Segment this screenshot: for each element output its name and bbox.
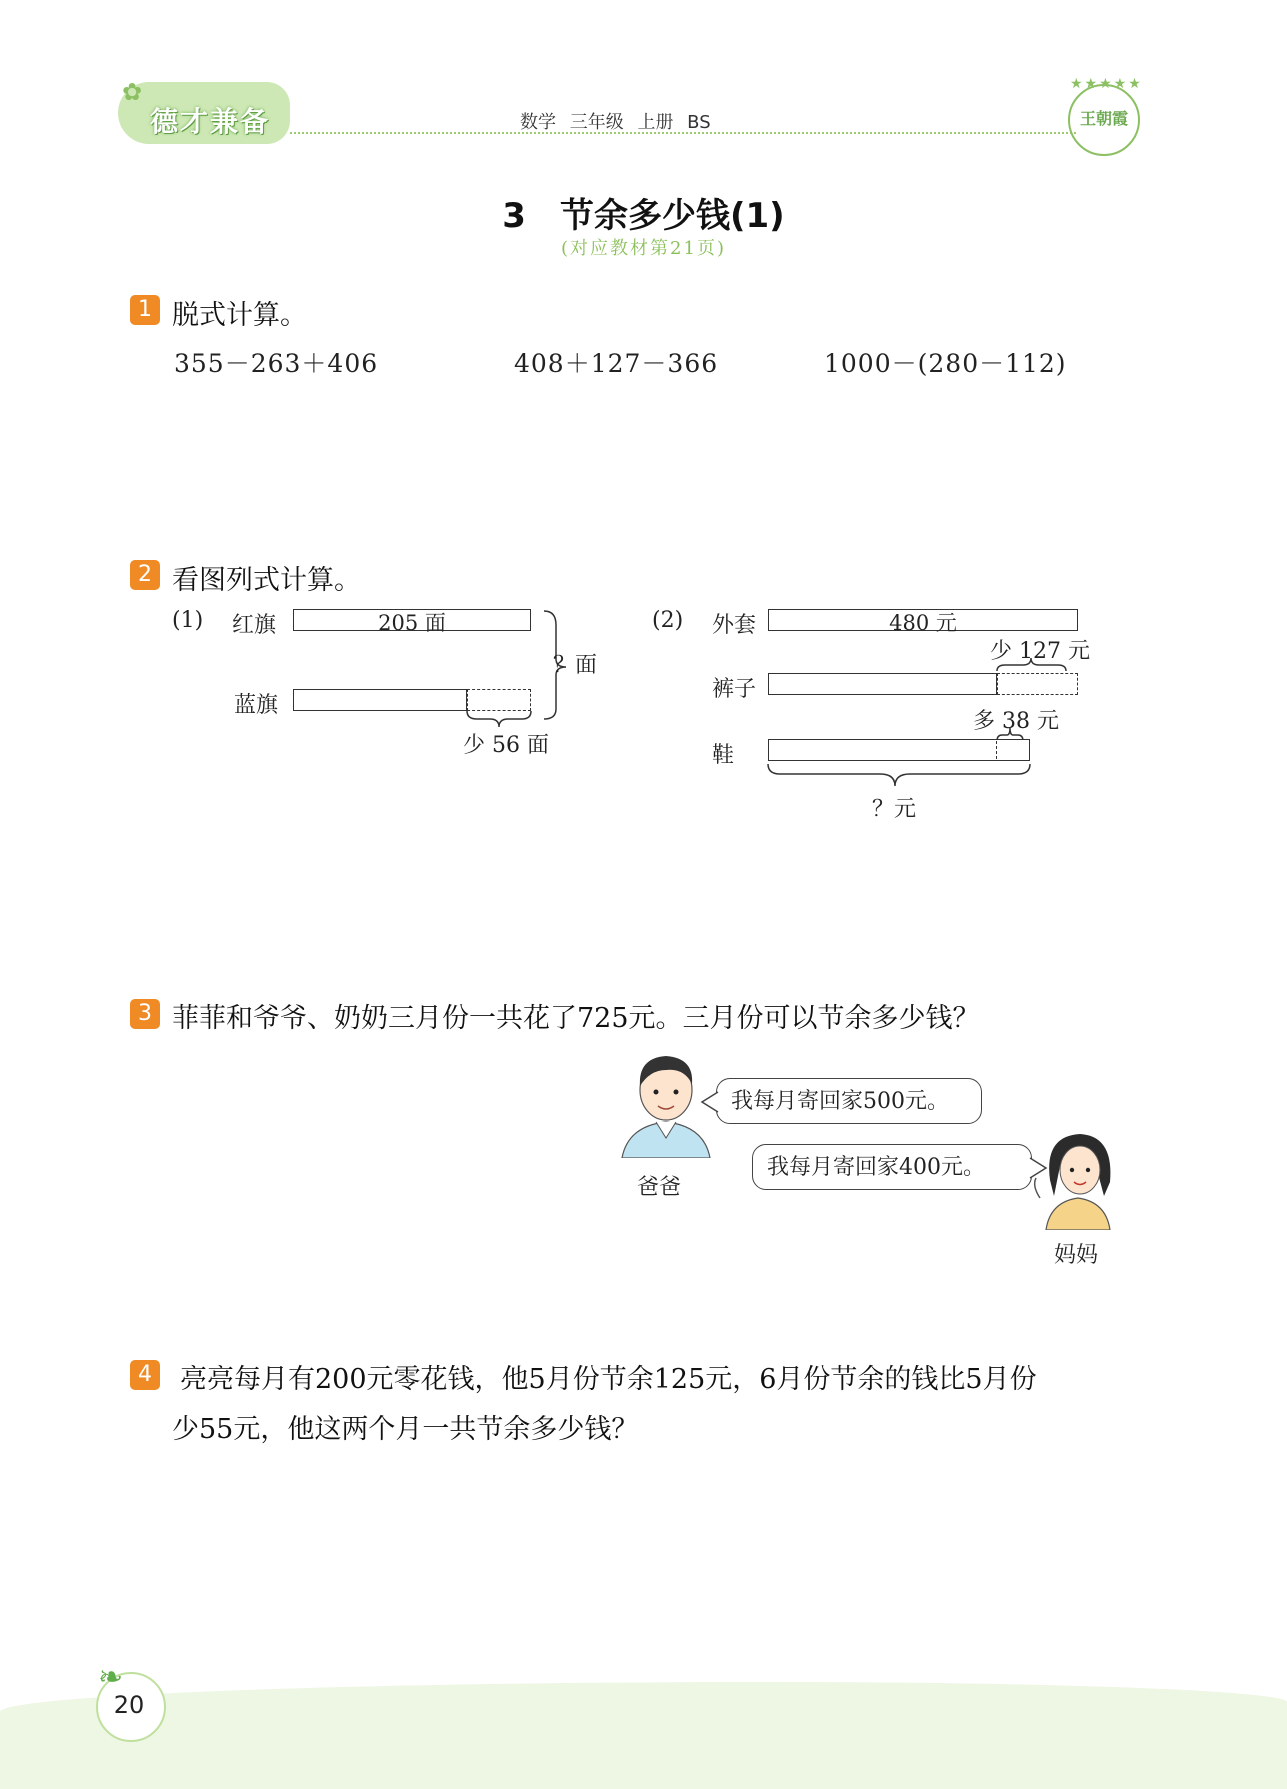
diagram-1-label: (1) xyxy=(172,608,204,633)
coat-value: 480 元 xyxy=(889,611,957,635)
page-number: 20 xyxy=(113,1691,145,1719)
mom-speech-bubble: 我每月寄回家400元。 xyxy=(752,1144,1032,1190)
expression-2: 408＋127－366 xyxy=(514,349,719,378)
pants-missing-part xyxy=(997,673,1078,695)
dad-bubble-tail xyxy=(700,1090,720,1114)
palm-icon: ✿ xyxy=(122,78,143,106)
page-title: 3 节余多少钱(1) xyxy=(502,196,785,236)
shoes-more: 多 38 元 xyxy=(973,709,1059,734)
expression-1: 355－263＋406 xyxy=(174,349,379,378)
header-info: 数学 三年级 上册 BS xyxy=(520,112,711,133)
question-2-text: 看图列式计算。 xyxy=(172,565,361,596)
question-number-3: 3 xyxy=(130,999,160,1029)
red-flag-value: 205 面 xyxy=(378,611,446,635)
pants-less: 少 127 元 xyxy=(990,639,1090,664)
red-flag-label: 红旗 xyxy=(232,613,277,638)
question-number-2: 2 xyxy=(130,560,160,590)
brand-logo-text: 德才兼备 xyxy=(150,105,271,138)
blue-flag-less: 少 56 面 xyxy=(463,733,549,758)
question-3-text: 菲菲和爷爷、奶奶三月份一共花了725元。三月份可以节余多少钱？ xyxy=(172,1003,980,1034)
pants-bar xyxy=(768,673,997,695)
author-seal: 王朝霞 xyxy=(1068,84,1140,156)
dad-label: 爸爸 xyxy=(637,1175,682,1200)
stars-icon: ★★★★★ xyxy=(1070,76,1143,92)
shoes-total-brace xyxy=(760,758,1040,794)
question-4-line-2: 少55元，他这两个月一共节余多少钱？ xyxy=(172,1414,639,1445)
mom-avatar xyxy=(1026,1126,1126,1230)
blue-flag-label: 蓝旗 xyxy=(234,693,279,718)
total-price-question: ？元 xyxy=(872,797,917,822)
footer-background xyxy=(0,1682,1287,1789)
coat-label: 外套 xyxy=(712,613,757,638)
pants-less-brace xyxy=(990,655,1090,675)
diagram-2-label: (2) xyxy=(652,608,684,633)
question-number-4: 4 xyxy=(130,1360,160,1390)
shoes-extra-divider xyxy=(996,741,997,759)
dad-speech-bubble: 我每月寄回家500元。 xyxy=(716,1078,982,1124)
blue-flag-bar xyxy=(293,689,467,711)
pants-label: 裤子 xyxy=(712,677,757,702)
expression-3: 1000－(280－112) xyxy=(824,349,1067,378)
red-blue-total: ？面 xyxy=(553,653,598,678)
question-1-text: 脱式计算。 xyxy=(172,300,307,331)
question-4-line-1: 亮亮每月有200元零花钱，他5月份节余125元，6月份节余的钱比5月份 xyxy=(180,1364,1037,1395)
question-number-1: 1 xyxy=(130,295,160,325)
dolphin-icon: ❧ xyxy=(98,1660,124,1695)
mom-label: 妈妈 xyxy=(1054,1243,1099,1268)
shoes-label: 鞋 xyxy=(712,743,735,768)
page-subtitle: (对应教材第21页) xyxy=(561,238,726,259)
